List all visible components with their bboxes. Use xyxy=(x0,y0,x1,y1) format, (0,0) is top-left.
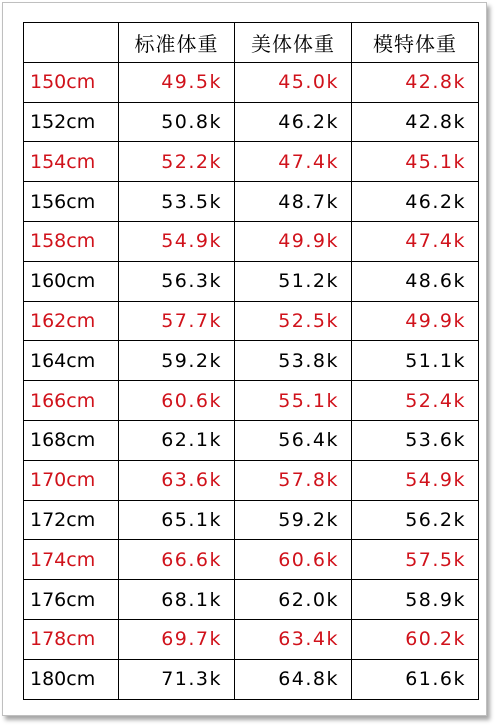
cell-body-weight: 56.4k xyxy=(235,420,352,460)
cell-standard-weight: 50.8k xyxy=(119,102,235,142)
weight-table xyxy=(23,22,479,700)
cell-standard-weight: 62.1k xyxy=(119,420,235,460)
cell-model-weight: 58.9k xyxy=(352,580,479,620)
cell-height: 166cm xyxy=(24,381,119,421)
cell-height: 158cm xyxy=(24,221,119,261)
cell-body-weight: 53.8k xyxy=(235,341,352,381)
cell-standard-weight: 65.1k xyxy=(119,500,235,540)
table-body xyxy=(24,62,479,699)
cell-height: 152cm xyxy=(24,102,119,142)
table-row xyxy=(24,142,479,182)
header-standard-weight: 标准体重 xyxy=(119,23,235,63)
table-row xyxy=(24,62,479,102)
cell-model-weight: 51.1k xyxy=(352,341,479,381)
cell-model-weight: 42.8k xyxy=(352,102,479,142)
cell-height: 154cm xyxy=(24,142,119,182)
cell-model-weight: 53.6k xyxy=(352,420,479,460)
cell-standard-weight: 60.6k xyxy=(119,381,235,421)
table-row xyxy=(24,540,479,580)
cell-body-weight: 59.2k xyxy=(235,500,352,540)
cell-model-weight: 54.9k xyxy=(352,460,479,500)
cell-model-weight: 45.1k xyxy=(352,142,479,182)
cell-model-weight: 57.5k xyxy=(352,540,479,580)
cell-standard-weight: 54.9k xyxy=(119,221,235,261)
cell-body-weight: 45.0k xyxy=(235,62,352,102)
cell-body-weight: 62.0k xyxy=(235,580,352,620)
cell-height: 156cm xyxy=(24,182,119,222)
cell-standard-weight: 68.1k xyxy=(119,580,235,620)
cell-body-weight: 63.4k xyxy=(235,619,352,659)
cell-model-weight: 52.4k xyxy=(352,381,479,421)
cell-standard-weight: 56.3k xyxy=(119,261,235,301)
table-row xyxy=(24,500,479,540)
cell-height: 174cm xyxy=(24,540,119,580)
table-row xyxy=(24,420,479,460)
table-row xyxy=(24,341,479,381)
cell-standard-weight: 57.7k xyxy=(119,301,235,341)
cell-standard-weight: 52.2k xyxy=(119,142,235,182)
table-row xyxy=(24,221,479,261)
table-row xyxy=(24,580,479,620)
header-model-weight: 模特体重 xyxy=(352,23,479,63)
table-row xyxy=(24,301,479,341)
cell-height: 168cm xyxy=(24,420,119,460)
cell-standard-weight: 69.7k xyxy=(119,619,235,659)
cell-height: 162cm xyxy=(24,301,119,341)
cell-body-weight: 46.2k xyxy=(235,102,352,142)
cell-body-weight: 64.8k xyxy=(235,659,352,699)
cell-height: 160cm xyxy=(24,261,119,301)
cell-body-weight: 55.1k xyxy=(235,381,352,421)
cell-body-weight: 60.6k xyxy=(235,540,352,580)
document-frame xyxy=(2,2,487,716)
cell-height: 150cm xyxy=(24,62,119,102)
header-row xyxy=(24,23,479,63)
cell-model-weight: 48.6k xyxy=(352,261,479,301)
table-row xyxy=(24,102,479,142)
cell-standard-weight: 66.6k xyxy=(119,540,235,580)
cell-model-weight: 61.6k xyxy=(352,659,479,699)
cell-body-weight: 57.8k xyxy=(235,460,352,500)
cell-model-weight: 47.4k xyxy=(352,221,479,261)
cell-model-weight: 42.8k xyxy=(352,62,479,102)
cell-body-weight: 51.2k xyxy=(235,261,352,301)
table-row xyxy=(24,381,479,421)
cell-body-weight: 47.4k xyxy=(235,142,352,182)
cell-body-weight: 48.7k xyxy=(235,182,352,222)
cell-model-weight: 49.9k xyxy=(352,301,479,341)
table-row xyxy=(24,261,479,301)
cell-standard-weight: 49.5k xyxy=(119,62,235,102)
header-height xyxy=(24,23,119,63)
cell-height: 178cm xyxy=(24,619,119,659)
table-row xyxy=(24,460,479,500)
header-body-weight: 美体体重 xyxy=(235,23,352,63)
cell-body-weight: 49.9k xyxy=(235,221,352,261)
cell-model-weight: 60.2k xyxy=(352,619,479,659)
cell-height: 170cm xyxy=(24,460,119,500)
table-row xyxy=(24,659,479,699)
cell-model-weight: 46.2k xyxy=(352,182,479,222)
cell-standard-weight: 53.5k xyxy=(119,182,235,222)
cell-height: 164cm xyxy=(24,341,119,381)
cell-standard-weight: 71.3k xyxy=(119,659,235,699)
table-row xyxy=(24,182,479,222)
table-row xyxy=(24,619,479,659)
cell-height: 176cm xyxy=(24,580,119,620)
cell-standard-weight: 63.6k xyxy=(119,460,235,500)
cell-height: 180cm xyxy=(24,659,119,699)
cell-height: 172cm xyxy=(24,500,119,540)
cell-body-weight: 52.5k xyxy=(235,301,352,341)
cell-model-weight: 56.2k xyxy=(352,500,479,540)
cell-standard-weight: 59.2k xyxy=(119,341,235,381)
